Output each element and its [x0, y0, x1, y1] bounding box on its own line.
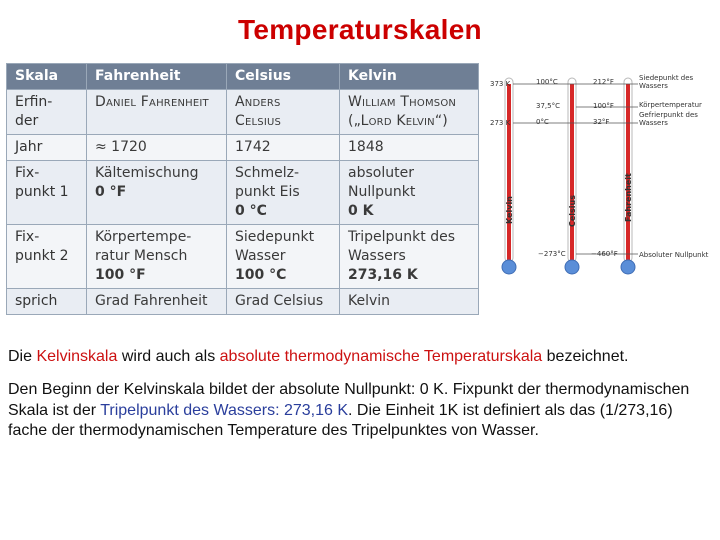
label-body-temp: Körpertemperatur — [639, 101, 702, 109]
cell-line: 100 °F — [95, 267, 146, 283]
mercury-column — [570, 84, 574, 262]
cell-fahrenheit-spoken — [87, 289, 227, 315]
fixpoint-labels — [639, 74, 709, 259]
cell-line: Jahr — [15, 139, 43, 155]
thermometers-svg — [488, 72, 714, 282]
cell-line: sprich — [15, 293, 58, 309]
cell-line: Wassers — [348, 248, 406, 264]
cell-celsius-fix2 — [227, 225, 340, 289]
header-celsius: Celsius — [227, 64, 340, 90]
header-skala: Skala — [7, 64, 87, 90]
celsius-label: Celsius — [568, 195, 577, 227]
cell-line: ≈ 1720 — [95, 139, 147, 155]
mark-373k: 373 K — [490, 80, 511, 88]
cell-line: punkt 1 — [15, 184, 69, 200]
mark-100c: 100°C — [536, 78, 558, 86]
kelvin-label: Kelvin — [505, 196, 514, 224]
cell-line: Nullpunkt — [348, 184, 416, 200]
cell-line: punkt Eis — [235, 184, 300, 200]
cell-line: Kelvin — [348, 293, 391, 309]
cell-line: Fix- — [15, 229, 40, 245]
label-freezing-1: Gefrierpunkt des — [639, 111, 698, 119]
fahrenheit-label: Fahrenheit — [624, 173, 633, 222]
page-title: Temperaturskalen — [238, 14, 482, 45]
cell-kelvin-fix1 — [340, 161, 479, 225]
mark-minus-273c: −273°C — [538, 250, 566, 258]
thermometer-bulb — [621, 260, 635, 274]
mark-32f: 32°F — [593, 118, 610, 126]
cell-fahrenheit-fix2 — [87, 225, 227, 289]
mercury-column — [626, 84, 630, 262]
table-row — [7, 289, 479, 315]
cell-kelvin-inventor — [340, 90, 479, 135]
kelvin-thermometer — [502, 78, 516, 274]
cell-kelvin-fix2 — [340, 225, 479, 289]
row-label-fixpunkt-2 — [7, 225, 87, 289]
celsius-marks — [536, 78, 566, 258]
temperature-scales-table — [6, 63, 479, 315]
header-fahrenheit: Fahrenheit — [87, 64, 227, 90]
highlight-triple-point: Tripelpunkt des Wassers: 273,16 K — [100, 401, 349, 419]
highlight-absolute-scale: absolute thermodynamische Temperaturskala — [219, 348, 543, 365]
cell-line: Anders — [235, 94, 281, 110]
cell-line: Siedepunkt — [235, 229, 315, 245]
row-label-erfinder — [7, 90, 87, 135]
cell-kelvin-spoken — [340, 289, 479, 315]
label-boiling-1: Siedepunkt des — [639, 74, 694, 82]
row-label-jahr — [7, 135, 87, 161]
table-row — [7, 161, 479, 225]
cell-line: 1742 — [235, 139, 271, 155]
celsius-thermometer — [565, 78, 579, 274]
cell-line: absoluter — [348, 165, 414, 181]
cell-line: Körpertempe- — [95, 229, 192, 245]
cell-line: 0 °F — [95, 184, 127, 200]
cell-line: 100 °C — [235, 267, 287, 283]
text-span: Den Beginn der Kelvinskala bildet der absolute Nullpunkt: 0 K. Fixpunkt der thermodynamischen Skala ist der — [8, 381, 690, 419]
mark-0c: 0°C — [536, 118, 549, 126]
thermometer-bulb — [502, 260, 516, 274]
cell-celsius-inventor — [227, 90, 340, 135]
text-span: wird auch als — [117, 348, 220, 365]
mark-212f: 212°F — [593, 78, 614, 86]
cell-fahrenheit-fix1 — [87, 161, 227, 225]
cell-line: William Thomson — [348, 94, 457, 110]
cell-celsius-year — [227, 135, 340, 161]
cell-fahrenheit-year — [87, 135, 227, 161]
fahrenheit-thermometer — [621, 78, 635, 274]
text-span: . Die Einheit 1K ist definiert als das (1/273,16) fache der thermodynamischen Temperature des Tripelpunktes von Wasser. — [8, 401, 673, 439]
mark-37c: 37,5°C — [536, 102, 560, 110]
highlight-kelvinskala: Kelvinskala — [36, 348, 118, 365]
cell-line: Schmelz- — [235, 165, 299, 181]
thermometer-illustration — [488, 72, 714, 282]
cell-fahrenheit-inventor — [87, 90, 227, 135]
cell-kelvin-year — [340, 135, 479, 161]
cell-line: punkt 2 — [15, 248, 69, 264]
thermometer-bulb — [565, 260, 579, 274]
table-row — [7, 135, 479, 161]
mark-minus-460f: −460°F — [591, 250, 618, 258]
mark-100f: 100°F — [593, 102, 614, 110]
cell-line: Daniel Fahrenheit — [95, 94, 209, 110]
cell-line: ratur Mensch — [95, 248, 188, 264]
cell-line: Erfin- — [15, 94, 53, 110]
label-boiling-2: Wassers — [639, 82, 668, 90]
cell-line: 0 K — [348, 203, 374, 219]
mark-273k: 273 K — [490, 119, 511, 127]
cell-celsius-spoken — [227, 289, 340, 315]
cell-line: Fix- — [15, 165, 40, 181]
cell-line: Grad Fahrenheit — [95, 293, 208, 309]
cell-line: Celsius — [235, 113, 282, 129]
paragraph-kelvin-definition — [8, 347, 712, 368]
table-row — [7, 225, 479, 289]
mercury-column — [507, 84, 511, 262]
cell-line: („Lord Kelvin“) — [348, 113, 448, 129]
cell-line: Kältemischung — [95, 165, 199, 181]
cell-line: Tripelpunkt des — [348, 229, 456, 245]
table-row — [7, 90, 479, 135]
cell-line: Wasser — [235, 248, 286, 264]
cell-line: Grad Celsius — [235, 293, 324, 309]
cell-line: 1848 — [348, 139, 384, 155]
table-header-row — [7, 64, 479, 90]
cell-line: der — [15, 113, 39, 129]
cell-line: 273,16 K — [348, 267, 418, 283]
cell-line: 0 °C — [235, 203, 267, 219]
row-label-fixpunkt-1 — [7, 161, 87, 225]
paragraph-kelvin-details — [8, 380, 712, 442]
label-absolute-zero: Absoluter Nullpunkt — [639, 251, 709, 259]
cell-celsius-fix1 — [227, 161, 340, 225]
fahrenheit-marks — [591, 78, 618, 258]
row-label-sprich — [7, 289, 87, 315]
text-span: Die — [8, 348, 37, 365]
header-kelvin: Kelvin — [340, 64, 479, 90]
label-freezing-2: Wassers — [639, 119, 668, 127]
text-span: bezeichnet. — [542, 348, 629, 365]
